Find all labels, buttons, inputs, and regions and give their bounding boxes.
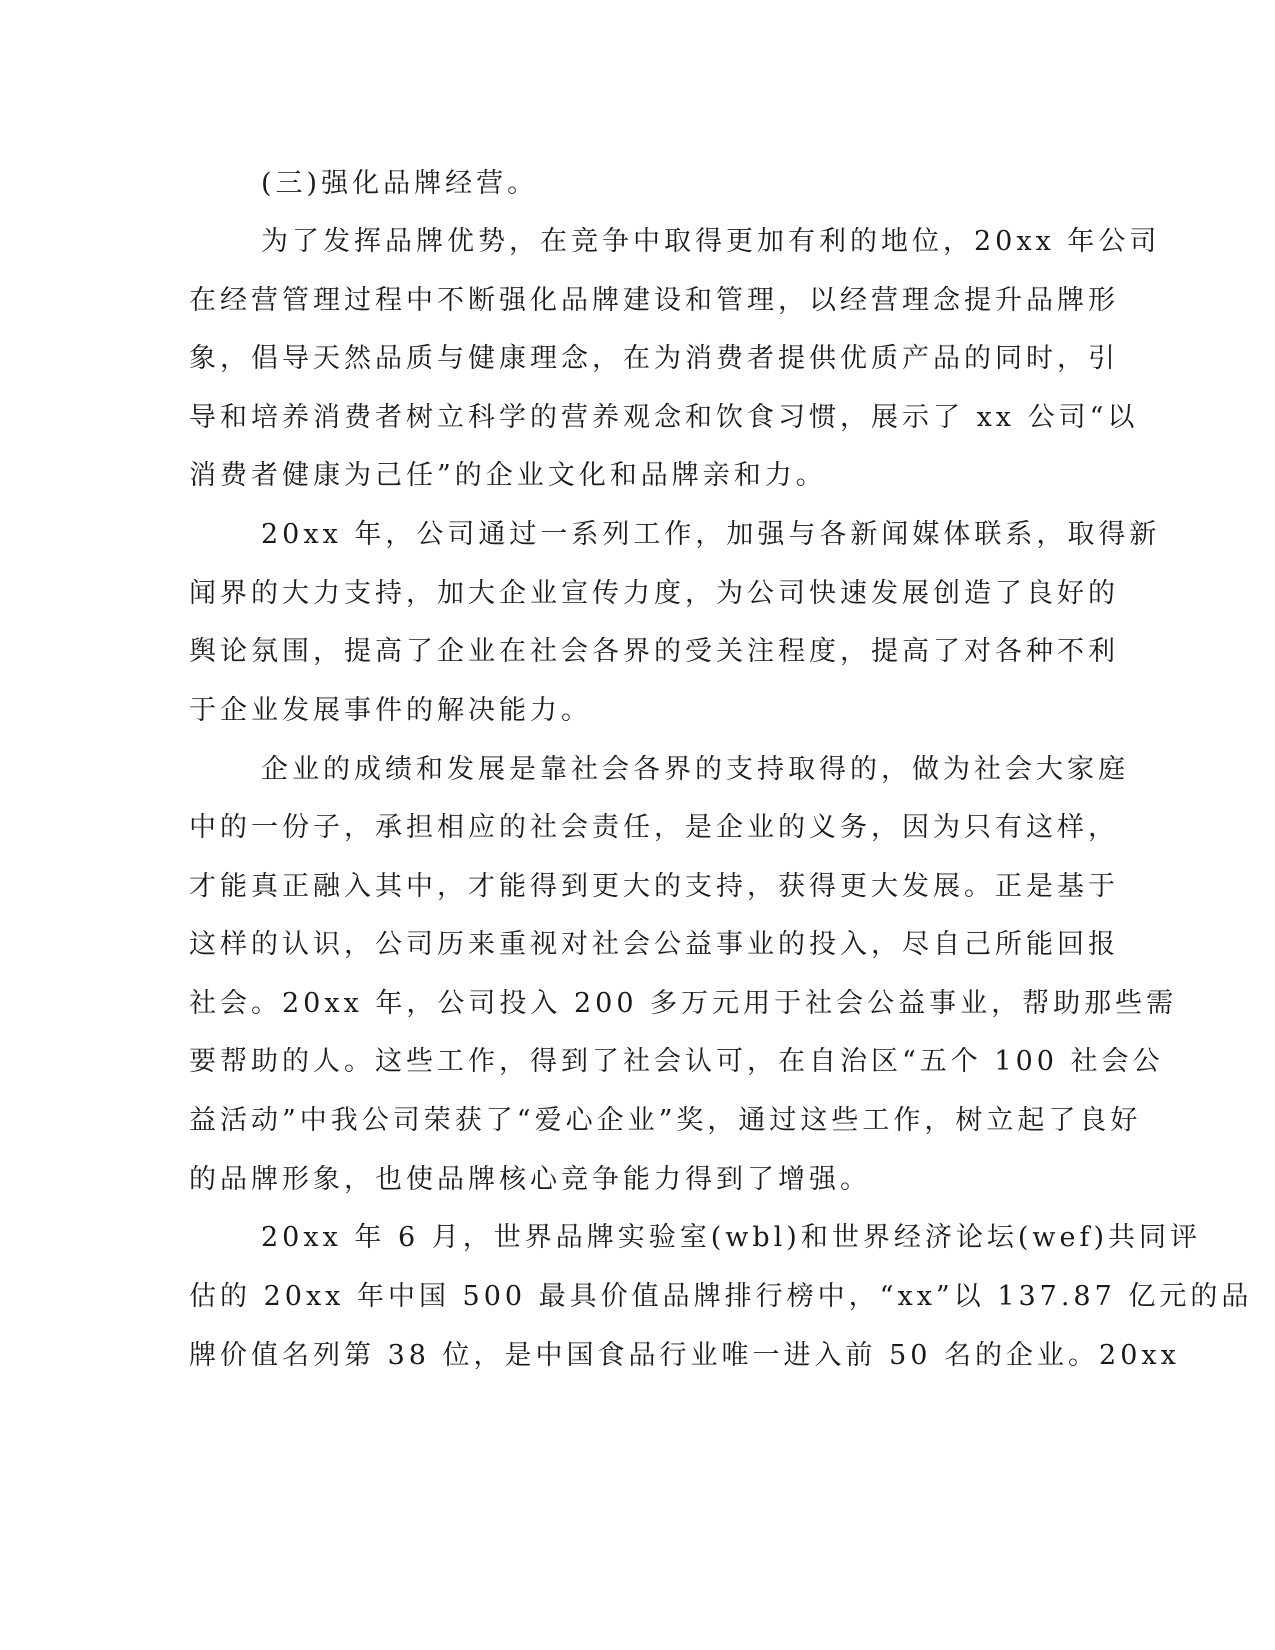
paragraph-line: 益活动”中我公司荣获了“爱心企业”奖，通过这些工作，树立起了良好 [189, 1105, 1142, 1136]
paragraph-line: 20xx 年，公司通过一系列工作，加强与各新闻媒体联系，取得新 [261, 519, 1161, 550]
paragraph-line: 于企业发展事件的解决能力。 [189, 695, 592, 726]
paragraph-line: 社会。20xx 年，公司投入 200 多万元用于社会公益事业，帮助那些需 [189, 988, 1178, 1019]
paragraph-line: 估的 20xx 年中国 500 最具价值品牌排行榜中，“xx”以 137.87 亿元的品 [189, 1281, 1253, 1312]
paragraph-line: 闻界的大力支持，加大企业宣传力度，为公司快速发展创造了良好的 [189, 578, 1119, 609]
paragraph-line: 在经营管理过程中不断强化品牌建设和管理，以经营理念提升品牌形 [189, 285, 1119, 316]
paragraph-line: 牌价值名列第 38 位，是中国食品行业唯一进入前 50 名的企业。20xx [189, 1340, 1180, 1371]
paragraph-line: 的品牌形象，也使品牌核心竞争能力得到了增强。 [189, 1164, 871, 1195]
paragraph-line: 这样的认识，公司历来重视对社会公益事业的投入，尽自己所能回报 [189, 929, 1119, 960]
paragraph-line: 中的一份子，承担相应的社会责任，是企业的义务，因为只有这样， [189, 812, 1119, 843]
paragraph-line: 舆论氛围，提高了企业在社会各界的受关注程度，提高了对各种不利 [189, 636, 1119, 667]
paragraph-line: 象，倡导天然品质与健康理念，在为消费者提供优质产品的同时，引 [189, 343, 1119, 374]
section-heading: (三)强化品牌经营。 [261, 168, 539, 199]
paragraph-line: 企业的成绩和发展是靠社会各界的支持取得的，做为社会大家庭 [261, 754, 1129, 785]
paragraph-line: 才能真正融入其中，才能得到更大的支持，获得更大发展。正是基于 [189, 871, 1119, 902]
paragraph-line: 为了发挥品牌优势，在竞争中取得更加有利的地位，20xx 年公司 [261, 226, 1161, 257]
paragraph-line: 20xx 年 6 月，世界品牌实验室(wbl)和世界经济论坛(wef)共同评 [261, 1222, 1201, 1253]
paragraph-line: 要帮助的人。这些工作，得到了社会认可，在自治区“五个 100 社会公 [189, 1046, 1164, 1077]
paragraph-line: 消费者健康为己任”的企业文化和品牌亲和力。 [189, 460, 827, 491]
paragraph-line: 导和培养消费者树立科学的营养观念和饮食习惯，展示了 xx 公司“以 [189, 402, 1139, 433]
